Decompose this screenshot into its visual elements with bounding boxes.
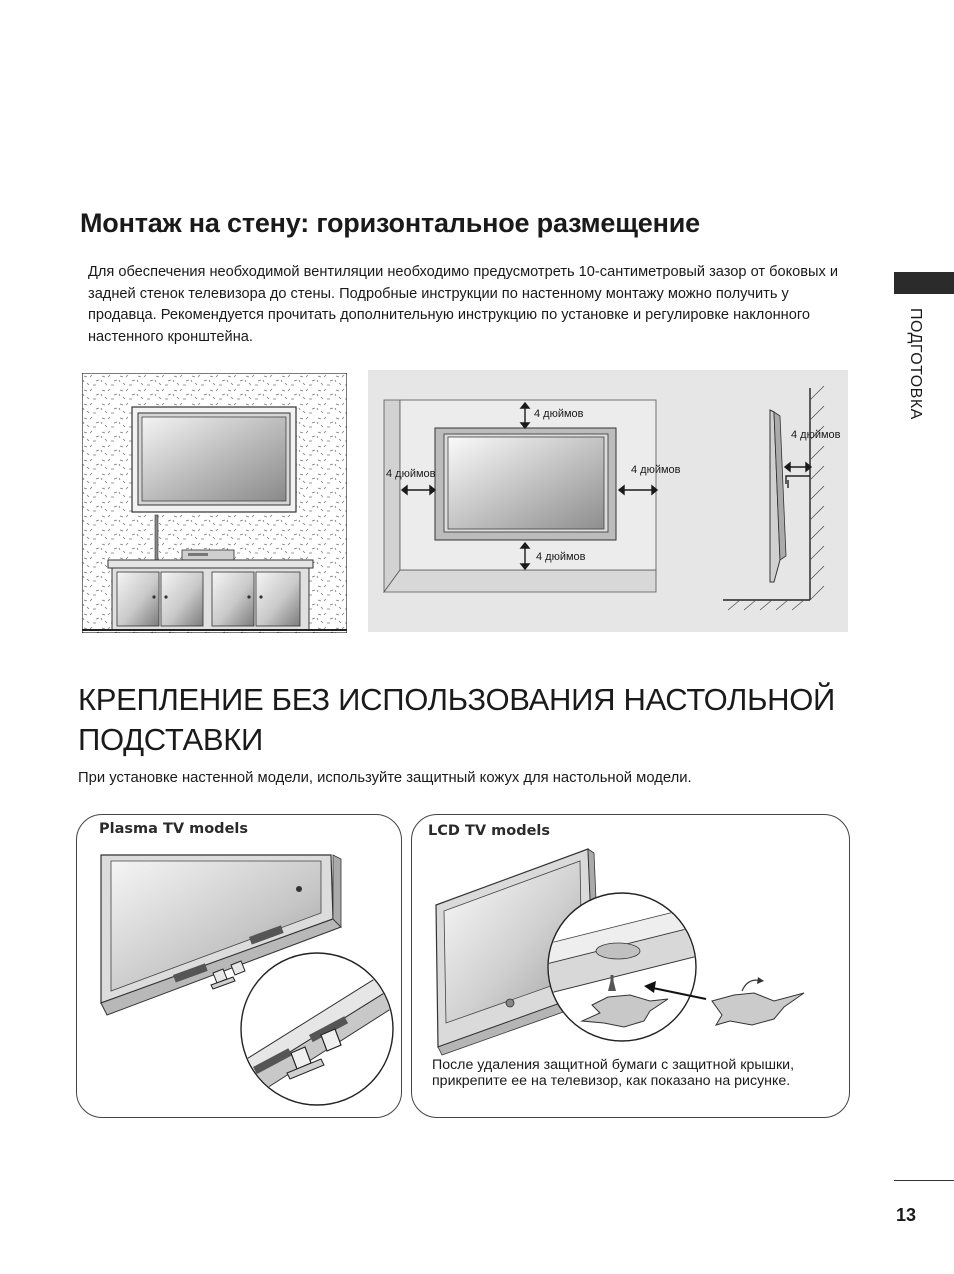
clearance-top-label: 4 дюймов	[534, 408, 584, 420]
intro-paragraph: Для обеспечения необходимой вентиляции необходимо предусмотреть 10-сантиметровый зазор от боковых и задней стенок телевизора до стены. Подробные инструкции по настенному монтажу можно получить у продавца. Рекомендуется прочитать дополнительную инструкцию по установке и регулировке наклонного настенного кронштейна.	[88, 264, 838, 345]
section-note: При установке настенной модели, используйте защитный кожух для настольной модели.	[78, 770, 692, 786]
page-number: 13	[896, 1205, 917, 1225]
section-title-no-stand: КРЕПЛЕНИЕ БЕЗ ИСПОЛЬЗОВАНИЯ НАСТОЛЬНОЙ ПОДСТАВКИ	[78, 682, 836, 757]
clearance-diagram	[368, 370, 848, 632]
plasma-zoom-circle	[237, 953, 397, 1107]
wall-mount-illustration	[82, 373, 347, 633]
tv-cabinet	[108, 560, 313, 630]
side-tab-marker	[894, 272, 954, 294]
clearance-side-label: 4 дюймов	[791, 429, 841, 441]
clearance-bottom-label: 4 дюймов	[536, 551, 586, 563]
plasma-panel-label: Plasma TV models	[99, 821, 249, 837]
video-player	[182, 550, 234, 560]
clearance-left-label: 4 дюймов	[386, 468, 436, 480]
front-tv	[435, 428, 616, 540]
plasma-panel	[76, 814, 402, 1118]
side-tab-label: ПОДГОТОВКА	[907, 308, 924, 420]
section-title-wall-mount: Монтаж на стену: горизонтальное размещение	[80, 208, 700, 238]
wall-tv	[132, 407, 296, 512]
lcd-panel	[411, 814, 850, 1118]
footer-rule	[894, 1180, 954, 1181]
lcd-protective-cover	[712, 977, 804, 1025]
clearance-right-label: 4 дюймов	[631, 464, 681, 476]
plasma-illustration	[77, 815, 401, 1117]
lcd-caption: После удаления защитной бумаги с защитной крышки, прикрепите ее на телевизор, как показано на рисунке.	[432, 1057, 795, 1089]
lcd-panel-label: LCD TV models	[428, 823, 551, 839]
